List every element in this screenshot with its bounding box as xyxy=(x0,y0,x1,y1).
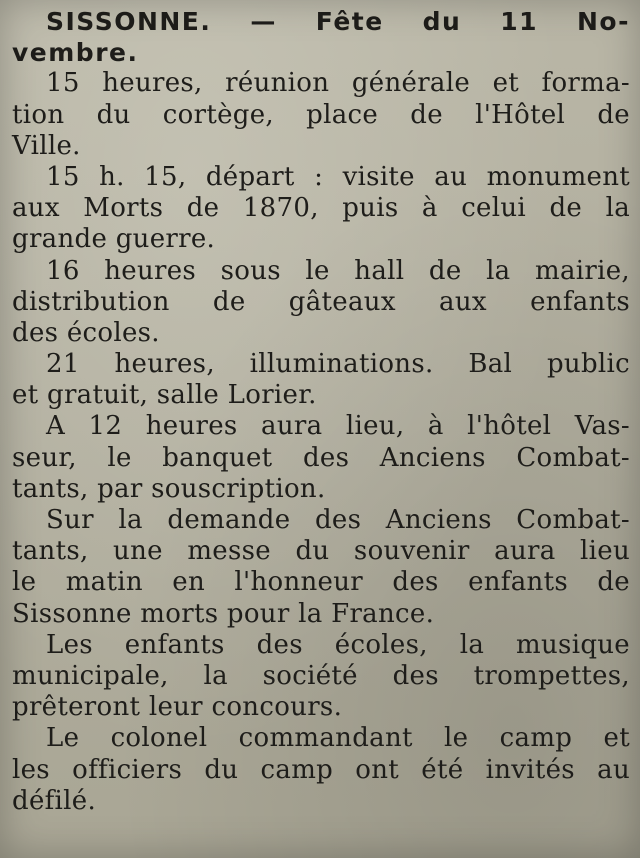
paragraph-musique xyxy=(12,630,630,724)
text-line: Sur la demande des Anciens Combat- xyxy=(46,505,630,535)
headline-line-2: vembre. xyxy=(12,38,139,68)
text-line: grande guerre. xyxy=(12,224,216,255)
text-line: distribution de gâteaux aux enfants xyxy=(12,286,630,317)
text-line: Ville. xyxy=(12,130,81,161)
text-line: prêteront leur concours. xyxy=(12,692,343,723)
text-line: et gratuit, salle Lorier. xyxy=(12,380,317,411)
paragraph-distribution xyxy=(12,256,630,350)
text-line: des écoles. xyxy=(12,317,160,348)
text-line: 15 h. 15, départ : visite au monument xyxy=(46,161,630,192)
article-text xyxy=(12,6,630,817)
text-line: les officiers du camp ont été invités au xyxy=(12,754,630,785)
text-line: 21 heures, illuminations. Bal public xyxy=(46,349,630,380)
text-line: municipale, la société des trompettes, xyxy=(12,660,630,691)
text-line: seur, le banquet des Anciens Combat- xyxy=(12,442,630,473)
text-line: Les enfants des écoles, la musique xyxy=(46,629,630,660)
paragraph-illuminations xyxy=(12,349,630,411)
text-line: tants, par souscription. xyxy=(12,473,326,504)
paragraph-reunion xyxy=(12,68,630,162)
text-line: défilé. xyxy=(12,785,97,816)
text-line: tants, une messe du souvenir aura lieu xyxy=(12,536,630,567)
paragraph-defile xyxy=(12,723,630,817)
paragraph-banquet xyxy=(12,411,630,505)
paragraph-depart xyxy=(12,162,630,256)
paragraph-messe xyxy=(12,505,630,630)
text-line: 16 heures sous le hall de la mairie, xyxy=(46,255,630,286)
text-line: le matin en l'honneur des enfants de xyxy=(12,567,630,598)
text-line: A 12 heures aura lieu, à l'hôtel Vas- xyxy=(46,411,630,442)
headline-line-1: SISSONNE. — Fête du 11 No- xyxy=(46,7,630,36)
text-line: 15 heures, réunion générale et forma- xyxy=(46,68,630,99)
text-line: Sissonne morts pour la France. xyxy=(12,598,435,629)
text-line: aux Morts de 1870, puis à celui de la xyxy=(12,193,630,224)
text-line: tion du cortège, place de l'Hôtel de xyxy=(12,99,630,130)
text-line: Le colonel commandant le camp et xyxy=(46,723,630,754)
